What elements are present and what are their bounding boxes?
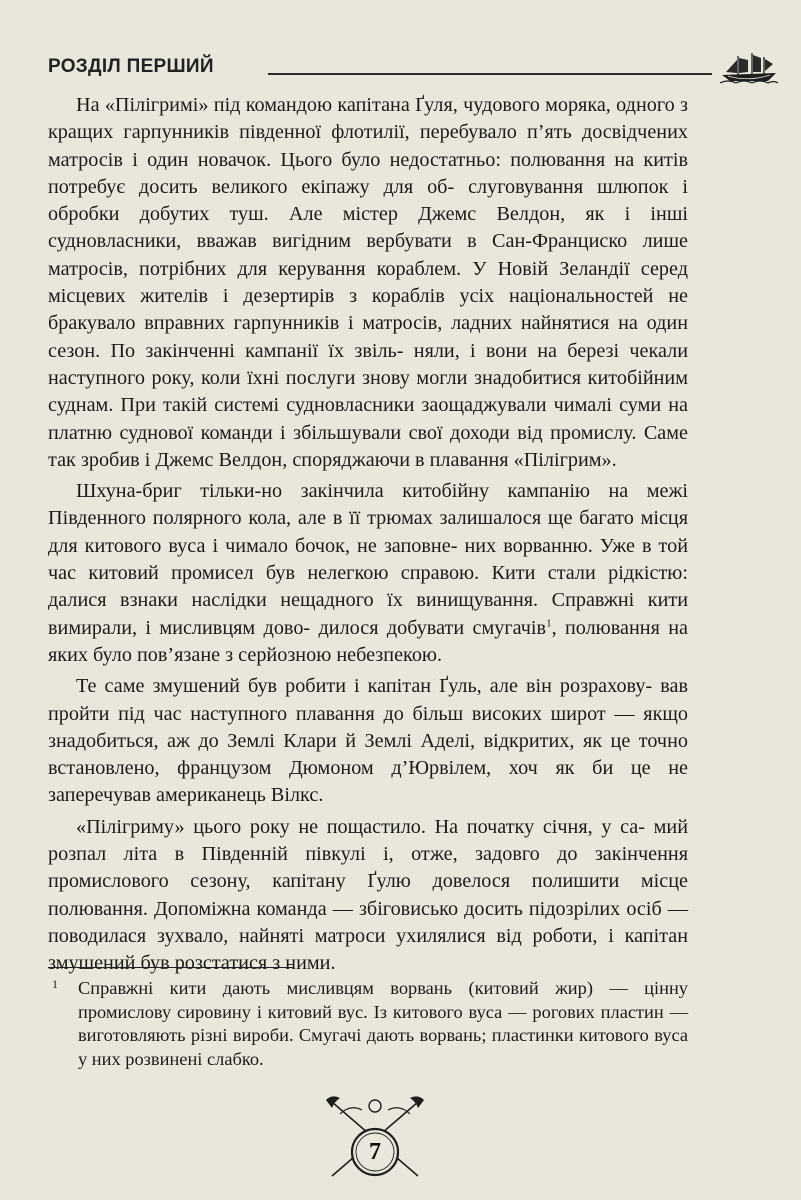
footnote <box>48 977 688 1071</box>
page-number: 7 <box>369 1139 381 1165</box>
paragraph-4: «Пілігриму» цього року не пощастило. На початку січня, у са- мий розпал літа в Південній півкулі і, отже, задовго до закінчення промислового сезону, капітану Ґулю довелося полишити місце полювання. Допоміжна команда — збіговисько досить підозрілих осіб — поводилася зухвало, найняті матроси ухилялися від роботи, і капітан змушений був розстатися з ними. <box>48 815 689 975</box>
footnote-number: 1 <box>52 977 58 991</box>
header-rule <box>268 73 712 75</box>
chapter-header <box>48 52 748 82</box>
paragraph-2: Шхуна-бриг тільки-но закінчила китобійну кампанію на межі Південного полярного кола, але в її трюмах залишалося ще багато місця для китового вуса і чимало бочок, не заповне- них ворванню. Уже в той час китовий промисел був нелегкою справою. Кити стали рідкістю: далися взнаки наслідки нещадного їх винищування. Справжні кити вимирали, і мисливцям дово- дилося добувати смугачів$^1$, полювання на яких було пов’язане з серйозною небезпекою. <box>48 480 689 666</box>
ship-icon <box>720 52 778 84</box>
paragraph-1: На «Пілігримі» під командою капітана Ґуля, чудового моряка, одного з кращих гарпунників південної флотилії, перебувало п’ять досвідчених матросів і один новачок. Цього було недостатньо: полювання на китів потребує досить великого екіпажу для об- слуговування шлюпок і обробки добутих туш. Але містер Джемс Велдон, як і інші судновласники, вважав вигідним вербувати в Сан-Франциско лише матросів, потрібних для керування кораблем. У Новій Зеландії серед місцевих жителів і дезертирів з кораблів усіх національностей не бракувало вправних гарпунників і матросів, ладних найнятися на один сезон. По закінченні кампанії їх звіль- няли, і вони на березі чекали наступного року, коли їхні послуги знову могли знадобитися китобійним суднам. При такій системі судновласники заощаджували чималі суми на платню суднової команди і збільшували свої доходи від промислу. Саме так зробив і Джемс Велдон, споряджаючи в плавання «Пілігрим». <box>48 94 689 471</box>
main-text <box>48 92 688 978</box>
footnote-ref[interactable]: 1 <box>546 616 552 629</box>
footnote-rule <box>48 967 294 968</box>
paragraph-3: Те саме змушений був робити і капітан Ґуль, але він розрахову- вав пройти під час наступного плавання до більш високих широт — якщо знадобиться, аж до Землі Клари й Землі Аделі, відкритих, як це точно встановлено, французом Дюмоном д’Юрвілем, хоч як би це не заперечував американець Вілкс. <box>48 675 689 807</box>
footnote-text: Справжні кити дають мисливцям ворвань (китовий жир) — цінну промислову сировину і китовий вус. Із китового вуса — рогових пластин — виготовляють різні вироби. Смугачі дають ворвань; пластинки китового вуса у них розвинені слабко. <box>78 978 688 1069</box>
chapter-title: РОЗДІЛ ПЕРШИЙ <box>48 56 214 77</box>
